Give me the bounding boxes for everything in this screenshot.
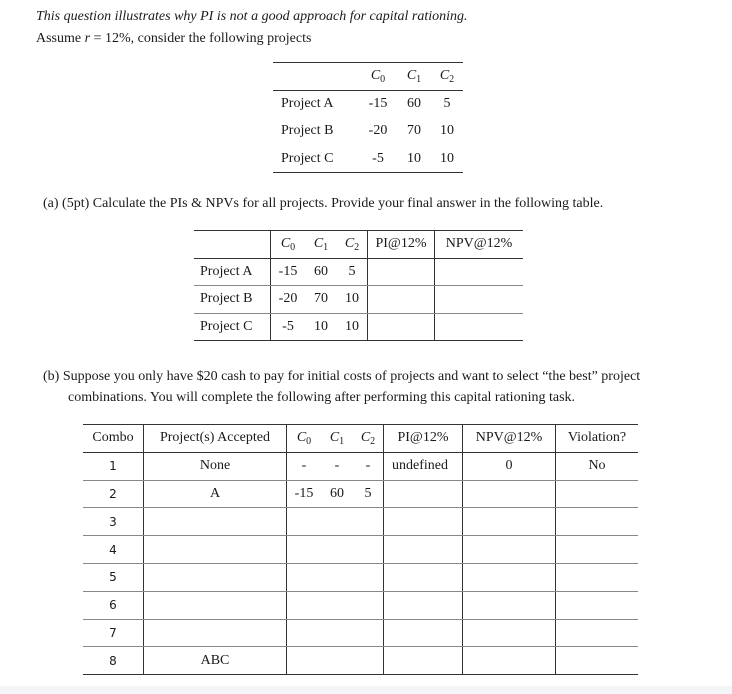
header-combo: Combo [83, 425, 144, 453]
cell-c0[interactable]: -15 [287, 480, 322, 508]
npv-answer-cell[interactable] [435, 258, 524, 286]
violation-cell[interactable] [556, 619, 639, 647]
violation-cell[interactable] [556, 563, 639, 591]
pi-npv-table-header [194, 231, 523, 259]
cell-c1[interactable] [321, 619, 353, 647]
cell-c2[interactable]: - [353, 452, 384, 480]
cell-c1: 10 [305, 313, 337, 341]
projects-table-header [273, 63, 463, 91]
accepted-cell[interactable]: None [144, 452, 287, 480]
pi-cell[interactable] [384, 563, 463, 591]
cell-c1[interactable] [321, 647, 353, 675]
project-name: Project B [194, 286, 271, 314]
intro-prefix: Assume [36, 31, 85, 46]
combo-number: 6 [83, 591, 144, 619]
accepted-cell[interactable] [144, 563, 287, 591]
combo-number: 1 [83, 452, 144, 480]
cell-c2: 10 [337, 313, 368, 341]
cell-c1: 60 [305, 258, 337, 286]
pi-answer-cell[interactable] [368, 313, 435, 341]
page-bottom-edge [0, 686, 732, 694]
accepted-cell[interactable] [144, 619, 287, 647]
violation-cell[interactable] [556, 480, 639, 508]
pi-cell[interactable] [384, 480, 463, 508]
accepted-cell[interactable]: A [144, 480, 287, 508]
header-c2: $C_2$ [353, 425, 384, 453]
header-c1: $C_1$ [321, 425, 353, 453]
table-row [83, 563, 638, 591]
table-row [194, 286, 523, 314]
cell-c0: -15 [368, 96, 388, 111]
cell-c1[interactable] [321, 563, 353, 591]
table-row [83, 536, 638, 564]
intro-line-2 [36, 31, 311, 47]
header-npv: NPV@12% [463, 425, 556, 453]
intro-rest: = 12%, consider the following projects [90, 31, 312, 46]
npv-cell[interactable] [463, 619, 556, 647]
cell-c0[interactable]: - [287, 452, 322, 480]
combo-number: 7 [83, 619, 144, 647]
cell-c1[interactable] [321, 508, 353, 536]
cell-c2: 5 [337, 258, 368, 286]
cell-c2[interactable] [353, 591, 384, 619]
header-npv: NPV@12% [435, 231, 524, 259]
header-pi: PI@12% [384, 425, 463, 453]
combo-number: 4 [83, 536, 144, 564]
cell-c0[interactable] [287, 508, 322, 536]
npv-cell[interactable] [463, 647, 556, 675]
cell-c1: 70 [407, 123, 421, 139]
accepted-cell[interactable] [144, 536, 287, 564]
cell-c2: 10 [440, 123, 454, 139]
combos-table-header [83, 425, 638, 453]
cell-c0: -20 [368, 123, 388, 139]
table-row [83, 508, 638, 536]
cell-c2: 10 [431, 145, 463, 173]
question-b-line-1: (b) Suppose you only have $20 cash to pay for initial costs of projects and want to select “the best” project [43, 369, 641, 384]
cell-c2[interactable] [353, 563, 384, 591]
question-a: (a) (5pt) Calculate the PIs & NPVs for all projects. Provide your final answer in the following table. [43, 196, 604, 211]
accepted-cell[interactable]: ABC [144, 647, 287, 675]
header-c1: $C_1$ [305, 231, 337, 259]
header-c2: $C_2$ [337, 231, 368, 259]
table-row [194, 313, 523, 341]
npv-cell[interactable] [463, 563, 556, 591]
accepted-cell[interactable] [144, 591, 287, 619]
project-name: Project C [194, 313, 271, 341]
header-accepted: Project(s) Accepted [144, 425, 287, 453]
table-row [83, 619, 638, 647]
table-row [273, 118, 463, 146]
header-blank [194, 231, 271, 259]
cell-c0[interactable] [287, 563, 322, 591]
header-c0: $C_0$ [359, 63, 397, 91]
npv-cell[interactable] [463, 480, 556, 508]
header-violation: Violation? [556, 425, 639, 453]
cell-c1: 10 [397, 145, 431, 173]
cell-c0[interactable] [287, 647, 322, 675]
pi-cell[interactable]: undefined [384, 452, 463, 480]
pi-answer-cell[interactable] [368, 286, 435, 314]
cell-c1[interactable] [321, 536, 353, 564]
npv-answer-cell[interactable] [435, 313, 524, 341]
cell-c2: 5 [443, 96, 451, 111]
combo-number: 3 [83, 508, 144, 536]
cell-c1: 70 [305, 286, 337, 314]
table-row [194, 258, 523, 286]
cell-c0[interactable] [287, 536, 322, 564]
cell-c2[interactable] [353, 508, 384, 536]
violation-cell[interactable] [556, 647, 639, 675]
npv-answer-cell[interactable] [435, 286, 524, 314]
pi-cell[interactable] [384, 536, 463, 564]
project-name: Project A [281, 96, 334, 111]
cell-c0: -15 [271, 258, 306, 286]
pi-cell[interactable] [384, 508, 463, 536]
header-blank [273, 63, 359, 91]
header-c2: $C_2$ [431, 63, 463, 91]
npv-cell[interactable] [463, 591, 556, 619]
table-row [273, 145, 463, 173]
pi-npv-table [194, 230, 523, 341]
violation-cell[interactable] [556, 508, 639, 536]
pi-cell[interactable] [384, 619, 463, 647]
cell-c0: -20 [271, 286, 306, 314]
cell-c2: 10 [337, 286, 368, 314]
table-row [273, 90, 463, 118]
project-name: Project C [273, 145, 359, 173]
intro-line-1: This question illustrates why PI is not a good approach for capital rationing. [36, 9, 468, 24]
cell-c0: -5 [359, 145, 397, 173]
project-name: Project B [281, 123, 334, 139]
header-c0: $C_0$ [287, 425, 322, 453]
combo-number: 2 [83, 480, 144, 508]
rate-variable: r [84, 31, 91, 46]
accepted-cell[interactable] [144, 508, 287, 536]
table-row [83, 452, 638, 480]
header-c1: $C_1$ [397, 63, 431, 91]
header-c0: $C_0$ [271, 231, 306, 259]
cell-c0[interactable] [287, 619, 322, 647]
table-row [83, 591, 638, 619]
npv-cell[interactable]: 0 [463, 452, 556, 480]
violation-cell[interactable] [556, 591, 639, 619]
table-row [83, 647, 638, 675]
pi-cell[interactable] [384, 647, 463, 675]
violation-cell[interactable] [556, 536, 639, 564]
question-b-line-2: combinations. You will complete the following after performing this capital rationing task. [68, 390, 576, 405]
cell-c1[interactable]: 60 [321, 480, 353, 508]
violation-cell[interactable]: No [556, 452, 639, 480]
cell-c2[interactable] [353, 647, 384, 675]
combo-number: 8 [83, 647, 144, 675]
cell-c1[interactable]: - [321, 452, 353, 480]
cell-c0: -5 [271, 313, 306, 341]
cell-c2[interactable] [353, 619, 384, 647]
header-pi: PI@12% [368, 231, 435, 259]
npv-cell[interactable] [463, 536, 556, 564]
cell-c2[interactable]: 5 [353, 480, 384, 508]
table-row [83, 480, 638, 508]
pi-answer-cell[interactable] [368, 258, 435, 286]
combos-table [83, 424, 638, 675]
cell-c1[interactable] [321, 591, 353, 619]
combo-number: 5 [83, 563, 144, 591]
cell-c1: 60 [407, 96, 421, 111]
projects-table [273, 62, 463, 173]
project-name: Project A [194, 258, 271, 286]
cell-c0[interactable] [287, 591, 322, 619]
cell-c2[interactable] [353, 536, 384, 564]
npv-cell[interactable] [463, 508, 556, 536]
pi-cell[interactable] [384, 591, 463, 619]
